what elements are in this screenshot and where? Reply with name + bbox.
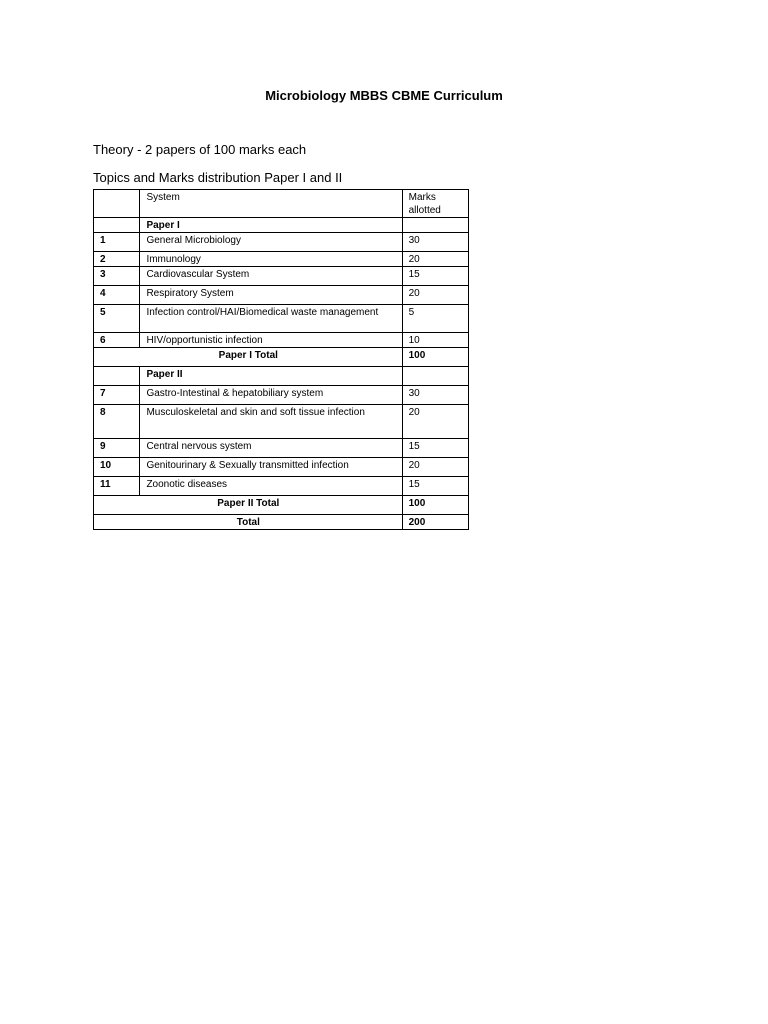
- paper2-label-marks-empty: [402, 367, 468, 386]
- row-system: HIV/opportunistic infection: [140, 333, 402, 348]
- paper1-total-marks: 100: [402, 348, 468, 367]
- table-row: [94, 286, 469, 305]
- paper1-total-row: [94, 348, 469, 367]
- row-num: 9: [94, 439, 140, 458]
- row-system: Central nervous system: [140, 439, 402, 458]
- table-row: [94, 333, 469, 348]
- row-marks: 30: [402, 386, 468, 405]
- topics-heading: Topics and Marks distribution Paper I and II: [93, 170, 343, 185]
- row-num: 10: [94, 458, 140, 477]
- table-row: [94, 477, 469, 496]
- paper2-total-row: [94, 496, 469, 515]
- row-num: 4: [94, 286, 140, 305]
- row-system: Respiratory System: [140, 286, 402, 305]
- paper2-total-marks: 100: [402, 496, 468, 515]
- row-marks: 15: [402, 267, 468, 286]
- paper1-label-row: [94, 218, 469, 233]
- table-row: [94, 233, 469, 252]
- header-num-cell: [94, 190, 140, 218]
- table-row: [94, 252, 469, 267]
- row-num: 2: [94, 252, 140, 267]
- table-row: [94, 458, 469, 477]
- paper1-label: Paper I: [140, 218, 402, 233]
- paper2-label-row: [94, 367, 469, 386]
- paper2-label-empty: [94, 367, 140, 386]
- row-system: Immunology: [140, 252, 402, 267]
- row-marks: 20: [402, 286, 468, 305]
- marks-distribution-table: [93, 189, 469, 530]
- row-num: 6: [94, 333, 140, 348]
- theory-description: Theory - 2 papers of 100 marks each: [93, 142, 307, 157]
- paper1-label-empty: [94, 218, 140, 233]
- row-marks: 20: [402, 252, 468, 267]
- row-num: 11: [94, 477, 140, 496]
- row-num: 3: [94, 267, 140, 286]
- row-marks: 15: [402, 439, 468, 458]
- row-marks: 20: [402, 405, 468, 439]
- row-num: 8: [94, 405, 140, 439]
- grand-total-marks: 200: [402, 515, 468, 530]
- row-system: Musculoskeletal and skin and soft tissue infection: [140, 405, 402, 439]
- row-system: Zoonotic diseases: [140, 477, 402, 496]
- row-marks: 15: [402, 477, 468, 496]
- table-row: [94, 267, 469, 286]
- row-num: 5: [94, 305, 140, 333]
- paper1-total-label: Paper I Total: [94, 348, 403, 367]
- row-system: Genitourinary & Sexually transmitted infection: [140, 458, 402, 477]
- row-system: Cardiovascular System: [140, 267, 402, 286]
- grand-total-row: [94, 515, 469, 530]
- table-row: [94, 405, 469, 439]
- row-marks: 20: [402, 458, 468, 477]
- table-row: [94, 305, 469, 333]
- row-marks: 5: [402, 305, 468, 333]
- paper1-label-marks-empty: [402, 218, 468, 233]
- paper2-label: Paper II: [140, 367, 402, 386]
- table-row: [94, 386, 469, 405]
- row-system: Infection control/HAI/Biomedical waste management: [140, 305, 402, 333]
- row-num: 7: [94, 386, 140, 405]
- table-row: [94, 439, 469, 458]
- row-system: General Microbiology: [140, 233, 402, 252]
- row-marks: 10: [402, 333, 468, 348]
- row-system: Gastro-Intestinal & hepatobiliary system: [140, 386, 402, 405]
- document-title: Microbiology MBBS CBME Curriculum: [265, 88, 503, 103]
- grand-total-label: Total: [94, 515, 403, 530]
- table-header-row: [94, 190, 469, 218]
- row-marks: 30: [402, 233, 468, 252]
- paper2-total-label: Paper II Total: [94, 496, 403, 515]
- row-num: 1: [94, 233, 140, 252]
- header-system-cell: System: [140, 190, 402, 218]
- header-marks-cell: Marks allotted: [402, 190, 468, 218]
